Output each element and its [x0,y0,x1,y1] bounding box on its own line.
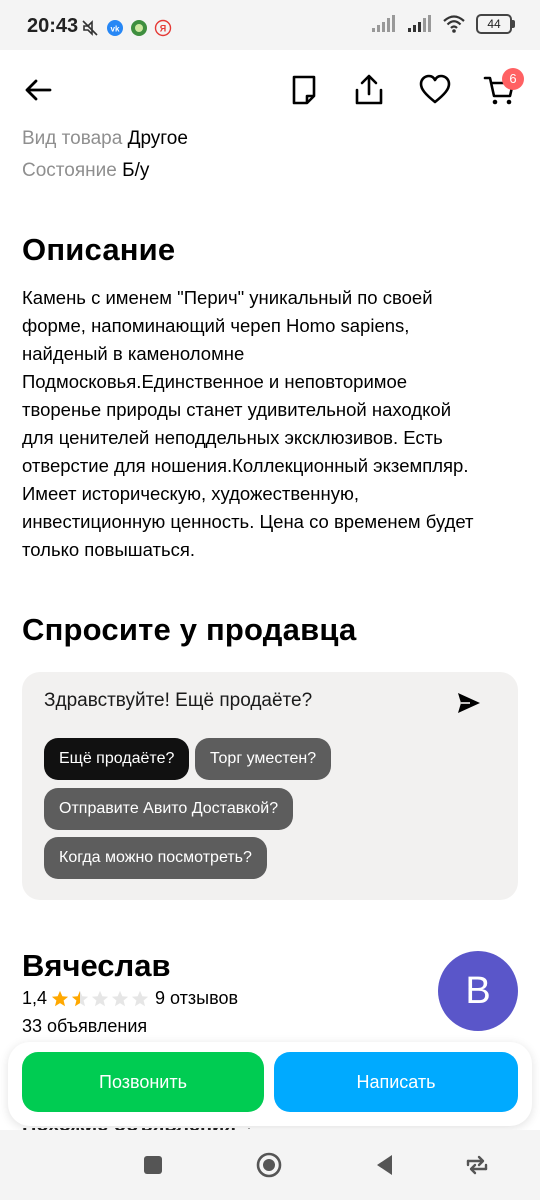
call-button[interactable]: Позвонить [22,1052,264,1112]
attribute-value: Другое [127,128,188,149]
rating-stars [51,990,151,1008]
svg-text:Я: Я [159,23,167,34]
status-bar [0,0,540,50]
attribute-key: Состояние [22,160,117,181]
signal-icon [370,14,396,34]
avatar[interactable]: В [438,951,518,1031]
signal-icon [406,14,432,34]
app-icon [130,19,148,37]
star-full-icon [51,990,69,1008]
star-empty-icon [131,990,149,1008]
share-icon[interactable] [351,72,387,108]
attribute-row [22,128,188,150]
write-button[interactable]: Написать [274,1052,518,1112]
cart-badge: 6 [502,68,524,90]
yandex-icon [154,19,172,37]
seller-rating[interactable] [22,988,238,1009]
status-system-icons [370,14,512,34]
heart-icon[interactable] [417,72,453,108]
quick-reply-chip[interactable]: Когда можно посмотреть? [44,837,267,879]
mute-icon [80,18,100,38]
rotate-icon[interactable] [464,1152,490,1178]
ask-seller-card [22,672,518,900]
status-time: 20:43 [27,15,79,37]
quick-reply-chip[interactable]: Торг уместен? [195,738,331,780]
star-empty-icon [111,990,129,1008]
star-half-icon [71,990,89,1008]
battery-icon: 44 [476,14,512,34]
back-arrow-icon[interactable] [20,72,56,108]
quick-reply-chip[interactable]: Отправите Авито Доставкой? [44,788,293,830]
attribute-value: Б/у [122,160,150,181]
svg-text:vk: vk [110,24,120,34]
vk-icon [106,19,124,37]
wifi-icon [442,14,466,34]
ask-seller-title: Спросите у продавца [22,612,357,647]
back-icon[interactable] [372,1152,398,1178]
star-empty-icon [91,990,109,1008]
message-input[interactable]: Здравствуйте! Ещё продаёте? [44,690,313,711]
note-icon[interactable] [286,72,322,108]
seller-ads-count[interactable]: 33 объявления [22,1016,148,1036]
reviews-count: 9 отзывов [155,988,239,1008]
description-title: Описание [22,232,176,267]
seller-name[interactable]: Вячеслав [22,948,171,983]
app-bar [0,50,540,130]
quick-reply-chip[interactable]: Ещё продаёте? [44,738,189,780]
recent-apps-icon[interactable] [140,1152,166,1178]
attribute-key: Вид товара [22,128,123,149]
send-icon[interactable] [456,690,482,716]
description-text: Камень с именем "Перич" уникальный по своей форме, напоминающий череп Homo sapiens, найденый в каменоломне Подмосковья.Единственное и неповторимое творенье природы станет удивительной находкой для ценителей неподдельных эксклюзивов. Есть отверстие для ношения.Коллекционный экземпляр. Имеет историческую, художественную, инвестиционную ценность. Цена со временем будет только повышаться. [22,287,474,560]
status-notification-icons [80,18,172,38]
attribute-row [22,160,149,182]
contact-action-bar [8,1042,532,1126]
home-icon[interactable] [256,1152,282,1178]
system-nav-bar [0,1130,540,1200]
rating-value: 1,4 [22,988,48,1008]
